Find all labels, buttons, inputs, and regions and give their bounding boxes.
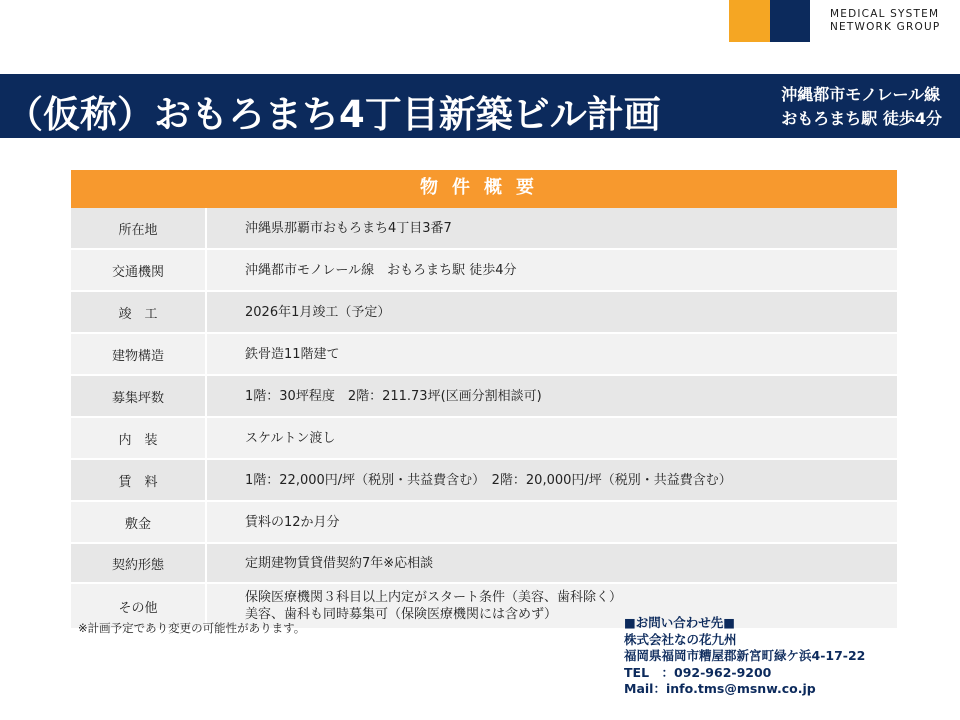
- table-heading: 物件概要: [71, 170, 897, 208]
- table-row: [71, 544, 897, 584]
- row-value-line: 賃料の12か月分: [245, 514, 340, 530]
- brand-name: [830, 8, 940, 34]
- brand-line-1: MEDICAL SYSTEM: [830, 8, 940, 20]
- row-label: 敷金: [71, 502, 207, 542]
- row-value-line: 鉄骨造11階建て: [245, 346, 340, 362]
- row-label: 募集坪数: [71, 376, 207, 416]
- brand-line-2: NETWORK GROUP: [830, 21, 941, 33]
- row-value: [207, 418, 897, 458]
- row-value-line: スケルトン渡し: [245, 430, 336, 446]
- row-value-line: 美容、歯科も同時募集可（保険医療機関には含めず）: [245, 607, 558, 622]
- row-value: [207, 544, 897, 582]
- contact-mail: Mail：info.tms@msnw.co.jp: [624, 681, 816, 696]
- row-value: [207, 376, 897, 416]
- table-row: [71, 292, 897, 334]
- row-label: その他: [71, 584, 207, 628]
- logo-navy-square: [770, 0, 810, 42]
- row-value-line: 定期建物賃貸借契約7年※応相談: [245, 555, 434, 571]
- table-row: [71, 334, 897, 376]
- row-label: 竣 工: [71, 292, 207, 332]
- page-title: （仮称）おもろまち4丁目新築ビル計画: [6, 93, 661, 136]
- access-line-2: おもろまち駅 徒歩4分: [781, 109, 942, 128]
- table-row: [71, 208, 897, 250]
- row-value: [207, 334, 897, 374]
- access-line-1: 沖縄都市モノレール線: [781, 85, 941, 104]
- row-value-line: 1階：30坪程度 2階：211.73坪(区画分割相談可): [245, 388, 542, 404]
- row-label: 所在地: [71, 208, 207, 248]
- title-bar: [0, 74, 960, 138]
- row-value-line: 沖縄都市モノレール線 おもろまち駅 徒歩4分: [245, 262, 517, 278]
- access-info: [781, 83, 942, 131]
- disclaimer-note: ※計画予定であり変更の可能性があります。: [78, 621, 306, 635]
- row-label: 契約形態: [71, 544, 207, 582]
- table-row: [71, 418, 897, 460]
- row-label: 内 装: [71, 418, 207, 458]
- contact-tel: TEL ：092-962-9200: [624, 664, 772, 680]
- table-row: [71, 250, 897, 292]
- row-value: [207, 250, 897, 290]
- table-row: [71, 376, 897, 418]
- contact-company: 株式会社なの花九州: [624, 631, 737, 647]
- table-body: [71, 208, 897, 630]
- row-value: [207, 292, 897, 332]
- row-value: [207, 208, 897, 248]
- row-value-line: 沖縄県那覇市おもろまち4丁目3番7: [245, 220, 452, 236]
- row-label: 交通機関: [71, 250, 207, 290]
- logo-orange-square: [729, 0, 770, 42]
- contact-address: 福岡県福岡市糟屋郡新宮町緑ケ浜4-17-22: [624, 648, 866, 663]
- table-row: [71, 460, 897, 502]
- contact-info: [624, 615, 865, 698]
- contact-heading: ■お問い合わせ先■: [624, 615, 736, 630]
- row-value: [207, 502, 897, 542]
- row-value-line: 保険医療機関３科目以上内定がスタート条件（美容、歯科除く）: [245, 590, 623, 605]
- row-value-line: 2026年1月竣工（予定）: [245, 304, 391, 320]
- row-label: 建物構造: [71, 334, 207, 374]
- row-value-line: 1階：22,000円/坪（税別・共益費含む） 2階：20,000円/坪（税別・共益費含む）: [245, 472, 732, 488]
- brand-logo-mark: [729, 0, 810, 42]
- table-row: [71, 502, 897, 544]
- property-overview-table: [71, 170, 897, 630]
- row-label: 賃 料: [71, 460, 207, 500]
- row-value: [207, 460, 897, 500]
